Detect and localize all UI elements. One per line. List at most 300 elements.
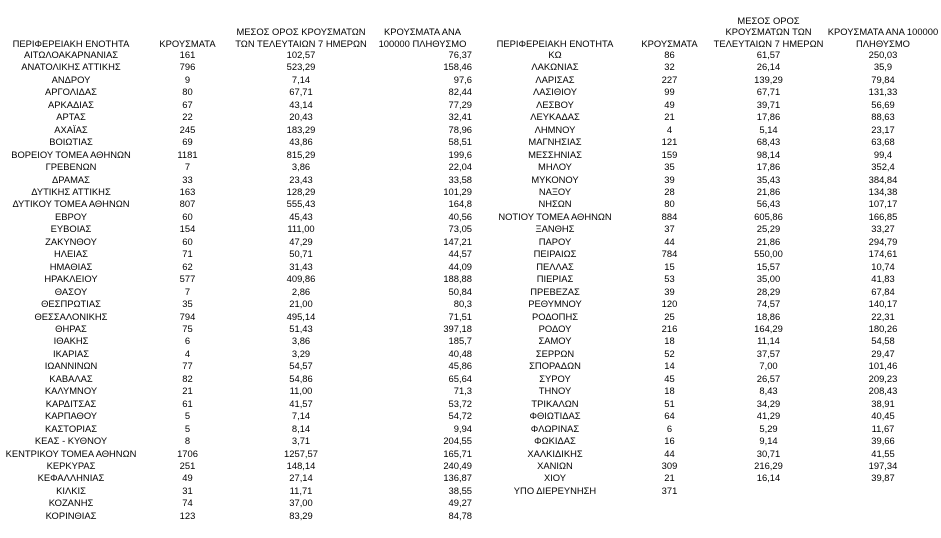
header-per100k: ΚΡΟΥΣΜΑΤΑ ΑΝΑ 100000 ΠΛΗΘΥΣΜΟ [378, 26, 467, 49]
cell-per100k: 45,86 [448, 360, 472, 372]
cell-region: ΦΘΙΩΤΙΔΑΣ [529, 410, 581, 422]
cell-cases: 21 [182, 385, 193, 397]
cell-per100k: 352,4 [871, 161, 895, 173]
table-left [0, 12, 476, 522]
table-row [0, 485, 476, 497]
cell-cases: 15 [664, 260, 675, 272]
cell-region: ΞΑΝΘΗΣ [535, 223, 575, 235]
cell-avg7: 21,86 [756, 185, 781, 197]
cell-avg7: 35,43 [756, 173, 781, 185]
cell-avg7: 37,00 [289, 497, 313, 509]
table-row [483, 124, 941, 136]
cell-per100k: 166,85 [868, 210, 898, 222]
cell-per100k: 174,61 [868, 248, 898, 260]
cell-region: ΚΑΡΠΑΘΟΥ [44, 410, 98, 422]
cell-cases: 9 [184, 73, 191, 85]
table-row [0, 448, 476, 460]
table-row [483, 74, 941, 86]
cell-per100k: 101,46 [868, 360, 898, 372]
cell-cases: 53 [664, 273, 675, 285]
cell-avg7: 27,14 [289, 472, 313, 484]
cell-cases: 99 [664, 86, 675, 98]
table-row [0, 99, 476, 111]
cell-cases: 86 [664, 49, 675, 60]
table-row [483, 373, 941, 385]
cell-cases: 69 [182, 136, 193, 148]
cell-avg7: 15,57 [756, 260, 781, 272]
table-right [483, 12, 941, 497]
table-row [483, 161, 941, 173]
header-avg7: ΜΕΣΟΣ ΟΡΟΣ ΚΡΟΥΣΜΑΤΩΝ ΤΩΝ ΤΕΛΕΥΤΑΙΩΝ 7 ΗΜΕΡΩΝ [235, 26, 367, 49]
table-row [483, 99, 941, 111]
table-row [0, 161, 476, 173]
cell-avg7: 21,86 [756, 235, 781, 247]
cell-region: ΑΡΚΑΔΙΑΣ [48, 98, 94, 110]
cell-region: ΑΙΤΩΛΟΑΚΑΡΝΑΝΙΑΣ [23, 49, 119, 60]
cell-cases: 82 [182, 372, 193, 384]
cell-avg7: 23,43 [289, 173, 313, 185]
cell-region: ΜΕΣΣΗΝΙΑΣ [528, 148, 582, 160]
cell-cases: 45 [664, 372, 675, 384]
cell-avg7: 2,86 [291, 285, 311, 297]
table-row [483, 435, 941, 447]
cell-region: ΣΑΜΟΥ [538, 335, 572, 347]
cell-cases: 21 [664, 472, 675, 484]
cell-per100k: 134,38 [868, 185, 898, 197]
cell-avg7: 5,29 [759, 422, 778, 434]
cell-region: ΑΧΑΪΑΣ [54, 123, 88, 135]
cell-per100k: 79,84 [871, 73, 895, 85]
cell-cases: 4 [666, 123, 673, 135]
cell-per100k: 71,51 [448, 310, 472, 322]
cell-region: ΠΕΛΛΑΣ [536, 260, 574, 272]
cell-cases: 159 [661, 148, 678, 160]
table-row [0, 236, 476, 248]
cell-per100k [825, 485, 941, 497]
cell-per100k: 40,48 [448, 347, 472, 359]
cell-cases: 6 [184, 335, 191, 347]
table-row [483, 472, 941, 484]
header-per100k: ΚΡΟΥΣΜΑΤΑ ΑΝΑ 100000 ΠΛΗΘΥΣΜΟ [827, 26, 939, 49]
cell-avg7: 17,86 [756, 161, 781, 173]
cell-cases: 7 [184, 285, 191, 297]
cell-per100k: 67,84 [871, 285, 895, 297]
cell-cases: 5 [184, 410, 191, 422]
table-row [0, 423, 476, 435]
cell-avg7: 31,43 [289, 260, 313, 272]
cell-cases: 77 [182, 360, 193, 372]
cell-avg7: 9,14 [759, 435, 778, 447]
cell-per100k: 38,55 [448, 484, 472, 496]
header-region: ΠΕΡΙΦΕΡΕΙΑΚΗ ΕΝΟΤΗΤΑ [12, 37, 130, 49]
table-row [0, 460, 476, 472]
cell-avg7: 17,86 [756, 111, 781, 123]
cell-per100k: 38,91 [871, 397, 895, 409]
cell-cases: 67 [182, 98, 193, 110]
cell-per100k: 240,49 [443, 459, 472, 471]
table-row [483, 323, 941, 335]
header-region: ΠΕΡΙΦΕΡΕΙΑΚΗ ΕΝΟΤΗΤΑ [496, 37, 614, 49]
cell-avg7: 54,86 [289, 372, 313, 384]
cell-cases: 35 [664, 161, 675, 173]
cell-cases: 309 [661, 459, 678, 471]
table-row [0, 410, 476, 422]
cell-region: ΒΟΙΩΤΙΑΣ [49, 136, 93, 148]
table-row [0, 149, 476, 161]
cell-cases: 163 [179, 185, 196, 197]
cell-cases: 121 [661, 136, 678, 148]
cell-region: ΛΑΡΙΣΑΣ [535, 73, 575, 85]
cell-avg7: 47,29 [289, 235, 313, 247]
cell-region: ΑΡΤΑΣ [56, 111, 86, 123]
table-row [0, 49, 476, 61]
cell-per100k: 50,84 [448, 285, 472, 297]
cell-per100k: 76,37 [448, 49, 472, 60]
cell-per100k: 188,88 [443, 273, 472, 285]
table-row [0, 261, 476, 273]
table-row [0, 323, 476, 335]
table-row [483, 236, 941, 248]
cell-cases: 18 [664, 335, 675, 347]
cell-avg7: 50,71 [289, 248, 313, 260]
cell-region: ΚΕΡΚΥΡΑΣ [46, 459, 96, 471]
cell-region: ΣΥΡΟΥ [539, 372, 571, 384]
cell-region: ΚΩ [548, 49, 562, 60]
table-row [483, 485, 941, 497]
table-row [0, 398, 476, 410]
cell-avg7: 164,29 [754, 322, 783, 334]
cell-region: ΘΑΣΟΥ [54, 285, 88, 297]
cell-cases: 31 [182, 484, 193, 496]
table-row [483, 286, 941, 298]
cell-cases: 44 [664, 235, 675, 247]
cell-per100k: 44,09 [448, 260, 472, 272]
cell-per100k: 77,29 [448, 98, 472, 110]
cell-avg7: 3,86 [291, 161, 311, 173]
cell-avg7: 605,86 [754, 210, 783, 222]
table-row [0, 510, 476, 522]
cell-cases: 52 [664, 347, 675, 359]
cell-cases: 32 [664, 61, 675, 73]
cell-per100k: 33,27 [871, 223, 895, 235]
cell-per100k: 41,83 [871, 273, 895, 285]
cell-avg7: 815,29 [286, 148, 316, 160]
cell-avg7: 111,00 [287, 223, 315, 235]
table-row [0, 472, 476, 484]
cell-per100k: 99,4 [873, 148, 893, 160]
table-row [483, 298, 941, 310]
cell-cases: 1706 [177, 447, 198, 459]
cell-per100k: 197,34 [868, 459, 898, 471]
cell-cases: 44 [664, 447, 675, 459]
cell-region: ΦΩΚΙΔΑΣ [534, 435, 576, 447]
table-row [483, 174, 941, 186]
cell-cases: 796 [179, 61, 196, 73]
cell-per100k: 29,47 [871, 347, 895, 359]
cell-per100k: 73,05 [448, 223, 472, 235]
cell-avg7: 41,29 [756, 410, 781, 422]
cell-region: ΖΑΚΥΝΘΟΥ [45, 235, 97, 247]
cell-region: ΗΡΑΚΛΕΙΟΥ [44, 273, 98, 285]
cell-per100k: 39,66 [871, 435, 895, 447]
cell-region: ΜΗΛΟΥ [538, 161, 572, 173]
cell-region: ΧΑΛΚΙΔΙΚΗΣ [527, 447, 583, 459]
cell-per100k: 384,84 [868, 173, 898, 185]
table-row [483, 448, 941, 460]
cell-region: ΙΚΑΡΙΑΣ [52, 347, 90, 359]
cell-avg7: 98,14 [756, 148, 781, 160]
cell-cases: 61 [182, 397, 193, 409]
header-cases: ΚΡΟΥΣΜΑΤΑ [641, 37, 698, 49]
cell-cases: 64 [664, 410, 675, 422]
cell-avg7: 11,71 [289, 484, 313, 496]
table-row [483, 61, 941, 73]
header-cases: ΚΡΟΥΣΜΑΤΑ [159, 37, 216, 49]
cell-per100k: 199,6 [448, 148, 472, 160]
table-row [483, 335, 941, 347]
table-row [0, 385, 476, 397]
table-row [483, 111, 941, 123]
cell-region: ΚΑΡΔΙΤΣΑΣ [45, 397, 97, 409]
cell-avg7: 3,71 [291, 435, 311, 447]
cell-per100k: 71,3 [453, 385, 472, 397]
cell-per100k: 33,58 [448, 173, 472, 185]
cell-avg7: 41,57 [289, 397, 313, 409]
cell-region: ΑΝΑΤΟΛΙΚΗΣ ΑΤΤΙΚΗΣ [21, 61, 121, 73]
cell-region: ΗΜΑΘΙΑΣ [49, 260, 93, 272]
cell-avg7: 20,43 [289, 111, 313, 123]
cell-per100k: 165,71 [443, 447, 472, 459]
cell-avg7: 30,71 [756, 447, 781, 459]
cell-cases: 14 [664, 360, 675, 372]
cell-region: ΦΛΩΡΙΝΑΣ [530, 422, 580, 434]
cell-avg7: 83,29 [289, 509, 313, 521]
cell-region: ΔΥΤΙΚΟΥ ΤΟΜΕΑ ΑΘΗΝΩΝ [12, 198, 130, 210]
cell-per100k: 49,27 [448, 497, 472, 509]
cell-avg7: 39,71 [756, 98, 781, 110]
cell-avg7: 67,71 [289, 86, 313, 98]
cell-region: ΕΒΡΟΥ [54, 210, 87, 222]
cell-region: ΔΥΤΙΚΗΣ ΑΤΤΙΚΗΣ [31, 185, 111, 197]
cell-region: ΓΡΕΒΕΝΩΝ [45, 161, 97, 173]
cell-region: ΚΕΝΤΡΙΚΟΥ ΤΟΜΕΑ ΑΘΗΝΩΝ [5, 447, 137, 459]
cell-avg7: 7,00 [759, 360, 778, 372]
cell-region: ΡΕΘΥΜΝΟΥ [528, 298, 582, 310]
cell-region: ΚΑΣΤΟΡΙΑΣ [44, 422, 98, 434]
cell-per100k: 101,29 [443, 185, 472, 197]
cell-avg7: 128,29 [286, 185, 316, 197]
cell-cases: 21 [664, 111, 675, 123]
header-row-left [0, 12, 476, 49]
cell-cases: 62 [182, 260, 193, 272]
cell-cases: 227 [661, 73, 678, 85]
cell-per100k: 164,8 [448, 198, 472, 210]
cell-region: ΚΑΒΑΛΑΣ [49, 372, 93, 384]
cell-avg7: 56,43 [756, 198, 781, 210]
cell-region: ΣΕΡΡΩΝ [535, 347, 575, 359]
cell-region: ΡΟΔΟΠΗΣ [531, 310, 579, 322]
table-row [483, 423, 941, 435]
cell-avg7: 18,86 [756, 310, 781, 322]
cell-avg7: 11,00 [289, 385, 313, 397]
table-row [483, 460, 941, 472]
cell-per100k: 35,9 [873, 61, 893, 73]
cell-per100k: 78,96 [448, 123, 472, 135]
cell-avg7: 61,57 [756, 49, 781, 60]
cell-region: ΔΡΑΜΑΣ [52, 173, 90, 185]
table-row [0, 174, 476, 186]
cell-per100k: 131,33 [868, 86, 898, 98]
cell-cases: 25 [664, 310, 675, 322]
table-row [0, 211, 476, 223]
table-body-left [0, 49, 476, 522]
cell-region: ΚΕΦΑΛΛΗΝΙΑΣ [37, 472, 105, 484]
cell-per100k: 147,21 [443, 235, 472, 247]
cell-avg7: 43,14 [289, 98, 313, 110]
cell-cases: 784 [661, 248, 678, 260]
cell-avg7: 139,29 [754, 73, 783, 85]
table-row [0, 298, 476, 310]
cell-avg7: 45,43 [289, 210, 313, 222]
table-row [483, 360, 941, 372]
cell-per100k: 158,46 [443, 61, 472, 73]
cell-cases: 18 [664, 385, 675, 397]
table-row [0, 124, 476, 136]
table-row [483, 385, 941, 397]
table-row [0, 61, 476, 73]
table-row [0, 335, 476, 347]
cell-region: ΠΡΕΒΕΖΑΣ [530, 285, 580, 297]
cell-cases: 39 [664, 285, 675, 297]
cell-avg7: 555,43 [286, 198, 316, 210]
table-row [0, 273, 476, 285]
cell-per100k: 40,56 [448, 210, 472, 222]
table-row [0, 86, 476, 98]
cell-region: ΧΙΟΥ [543, 472, 567, 484]
cell-per100k: 44,57 [448, 248, 472, 260]
cell-cases: 794 [179, 310, 196, 322]
cell-region: ΚΙΛΚΙΣ [56, 484, 86, 496]
cell-cases: 371 [661, 484, 678, 496]
cell-per100k: 10,74 [871, 260, 895, 272]
cell-cases: 39 [664, 173, 675, 185]
cell-region: ΘΕΣΠΡΩΤΙΑΣ [41, 298, 101, 310]
cell-region: ΕΥΒΟΙΑΣ [50, 223, 92, 235]
cell-avg7 [712, 485, 825, 497]
cell-per100k: 9,94 [453, 422, 472, 434]
cell-avg7: 26,57 [756, 372, 781, 384]
cell-cases: 251 [179, 459, 196, 471]
cell-per100k: 40,45 [871, 410, 895, 422]
cell-cases: 577 [179, 273, 196, 285]
cell-region: ΠΑΡΟΥ [538, 235, 572, 247]
table-row [483, 49, 941, 61]
cell-avg7: 7,14 [291, 410, 311, 422]
cell-cases: 161 [179, 49, 196, 60]
cell-avg7: 37,57 [756, 347, 781, 359]
cell-cases: 60 [182, 235, 193, 247]
cell-per100k: 97,6 [453, 73, 472, 85]
cell-per100k: 41,55 [871, 447, 895, 459]
cell-per100k: 397,18 [443, 322, 472, 334]
table-row [483, 348, 941, 360]
cell-avg7: 183,29 [286, 123, 316, 135]
cell-per100k: 80,3 [453, 298, 472, 310]
cell-region: ΛΕΣΒΟΥ [536, 98, 574, 110]
table-row [0, 111, 476, 123]
table-row [483, 311, 941, 323]
cell-avg7: 16,14 [756, 472, 781, 484]
cell-region: ΗΛΕΙΑΣ [54, 248, 88, 260]
table-row [483, 186, 941, 198]
cell-avg7: 8,43 [759, 385, 778, 397]
cell-avg7: 216,29 [754, 459, 783, 471]
cell-per100k: 180,26 [868, 322, 898, 334]
cell-cases: 154 [179, 223, 196, 235]
cell-per100k: 208,43 [868, 385, 898, 397]
cell-cases: 245 [179, 123, 196, 135]
cell-per100k: 88,63 [871, 111, 895, 123]
cell-cases: 49 [664, 98, 675, 110]
header-avg7: ΜΕΣΟΣ ΟΡΟΣ ΚΡΟΥΣΜΑΤΩΝ ΤΩΝ ΤΕΛΕΥΤΑΙΩΝ 7 ΗΜΕΡΩΝ [713, 14, 824, 49]
cell-avg7: 7,14 [291, 73, 311, 85]
cell-avg7: 3,86 [291, 335, 311, 347]
cell-avg7: 495,14 [286, 310, 316, 322]
cell-per100k: 136,87 [443, 472, 472, 484]
cell-region: ΘΗΡΑΣ [55, 322, 87, 334]
cell-cases: 51 [664, 397, 675, 409]
cell-region: ΣΠΟΡΑΔΩΝ [529, 360, 581, 372]
table-row [0, 198, 476, 210]
cell-avg7: 67,71 [756, 86, 781, 98]
cell-region: ΝΟΤΙΟΥ ΤΟΜΕΑ ΑΘΗΝΩΝ [498, 210, 612, 222]
cell-avg7: 102,57 [286, 49, 316, 60]
cell-avg7: 550,00 [754, 248, 783, 260]
cell-per100k: 39,87 [871, 472, 895, 484]
cell-per100k: 22,31 [871, 310, 895, 322]
cell-region: ΚΑΛΥΜΝΟΥ [44, 385, 98, 397]
cell-region: ΚΟΡΙΝΘΙΑΣ [45, 509, 97, 521]
cell-per100k: 209,23 [868, 372, 898, 384]
cell-avg7: 26,14 [756, 61, 781, 73]
cell-cases: 884 [661, 210, 678, 222]
cell-region: ΚΕΑΣ - ΚΥΘΝΟΥ [34, 435, 108, 447]
cell-per100k: 65,64 [448, 372, 472, 384]
cell-cases: 8 [184, 435, 191, 447]
table-row [483, 261, 941, 273]
cell-region: ΘΕΣΣΑΛΟΝΙΚΗΣ [34, 310, 108, 322]
cell-per100k: 140,17 [868, 298, 898, 310]
table-row [0, 373, 476, 385]
cell-avg7: 5,14 [759, 123, 778, 135]
cell-per100k: 11,67 [871, 422, 895, 434]
cell-cases: 22 [182, 111, 193, 123]
cell-cases: 216 [661, 322, 678, 334]
cell-avg7: 8,14 [291, 422, 311, 434]
cell-per100k: 22,04 [448, 161, 472, 173]
cell-cases: 1181 [177, 148, 198, 160]
cell-region: ΙΘΑΚΗΣ [53, 335, 89, 347]
cell-per100k: 294,79 [868, 235, 898, 247]
cell-cases: 75 [182, 322, 193, 334]
table-row [483, 198, 941, 210]
cell-per100k: 204,55 [443, 435, 472, 447]
cell-cases: 123 [179, 509, 196, 521]
cell-cases: 6 [666, 422, 673, 434]
cell-region: ΠΕΙΡΑΙΩΣ [533, 248, 577, 260]
cell-avg7: 74,57 [756, 298, 781, 310]
table-row [0, 223, 476, 235]
